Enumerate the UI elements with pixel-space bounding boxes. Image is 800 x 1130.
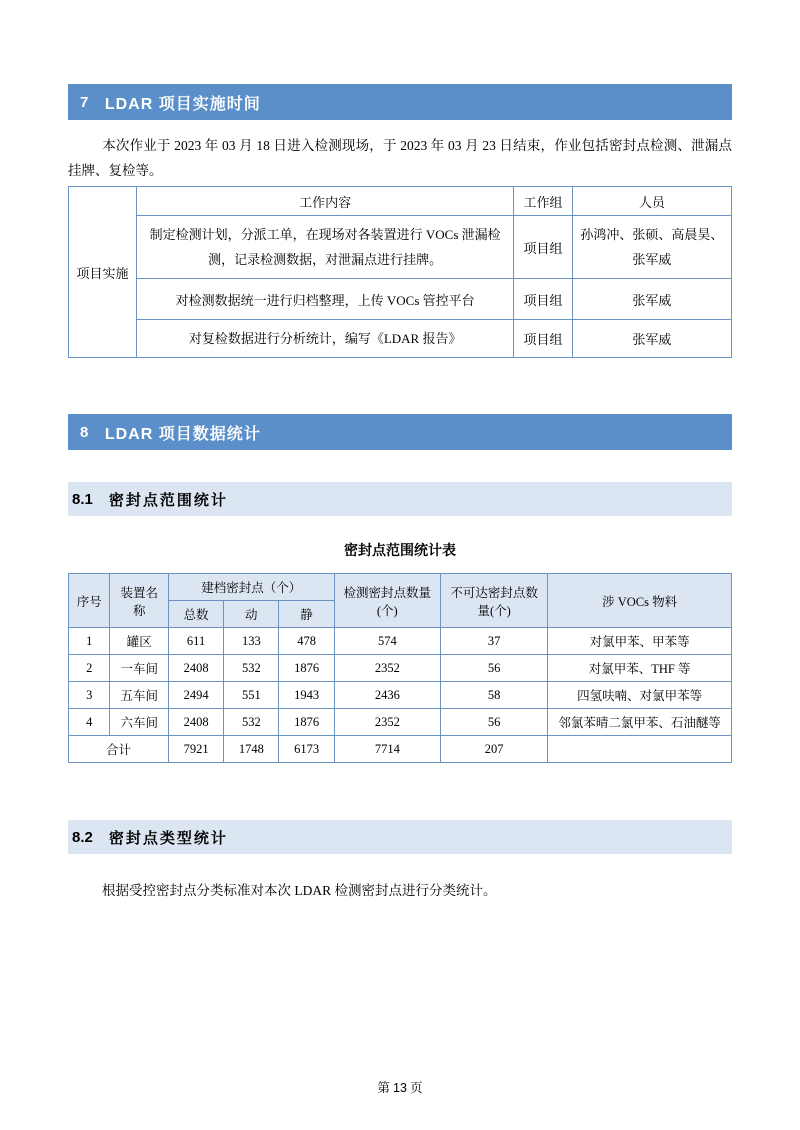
cell-detected: 2352 <box>334 709 440 736</box>
cell-detected: 2352 <box>334 655 440 682</box>
header-work-group: 工作组 <box>514 187 573 216</box>
cell-material <box>548 736 732 763</box>
cell-dynamic: 532 <box>224 709 279 736</box>
cell-static: 478 <box>279 628 334 655</box>
table-row <box>69 709 732 736</box>
row-label-project-implementation <box>69 187 137 358</box>
header-unreachable-seal-points: 不可达密封点数量(个) <box>440 574 547 628</box>
paragraph-text: 根据受控密封点分类标准对本次 LDAR 检测密封点进行分类统计。 <box>102 883 497 898</box>
table-header-row <box>69 187 732 216</box>
cell-work-group: 项目组 <box>514 216 573 279</box>
cell-index: 2 <box>69 655 110 682</box>
cell-detected: 2436 <box>334 682 440 709</box>
cell-personnel: 张军威 <box>572 279 731 320</box>
cell-static: 1943 <box>279 682 334 709</box>
header-total: 总数 <box>168 601 223 628</box>
paragraph-text: 本次作业于 2023 年 03 月 18 日进入检测现场，于 2023 年 03 月 23 日结束，作业包括密封点检测、泄漏点挂牌、复检等。 <box>68 138 732 178</box>
implementation-table <box>68 186 732 358</box>
header-dynamic: 动 <box>224 601 279 628</box>
cell-device: 一车间 <box>110 655 168 682</box>
page-footer <box>0 1078 800 1096</box>
header-device-name: 装置名称 <box>110 574 168 628</box>
stats-table-caption: 密封点范围统计表 <box>344 542 456 558</box>
subsection-heading-8-2 <box>68 820 732 854</box>
cell-device: 六车间 <box>110 709 168 736</box>
cell-unreachable: 58 <box>440 682 547 709</box>
cell-material: 对氯甲苯、THF 等 <box>548 655 732 682</box>
cell-index: 4 <box>69 709 110 736</box>
cell-unreachable: 56 <box>440 655 547 682</box>
table-header-row-1 <box>69 574 732 601</box>
subsection-number: 8.1 <box>72 490 93 508</box>
header-work-content: 工作内容 <box>137 187 514 216</box>
cell-personnel: 张军威 <box>572 320 731 358</box>
table-row <box>69 682 732 709</box>
cell-static: 1876 <box>279 709 334 736</box>
section-heading-8 <box>68 414 732 450</box>
section-title: LDAR 项目数据统计 <box>104 425 261 443</box>
cell-personnel: 孙鸿冲、张硕、高晨昊、张军威 <box>572 216 731 279</box>
header-index: 序号 <box>69 574 110 628</box>
section-title: LDAR 项目实施时间 <box>104 95 261 113</box>
header-vocs-material: 涉 VOCs 物料 <box>548 574 732 628</box>
cell-unreachable: 207 <box>440 736 547 763</box>
cell-work-content: 制定检测计划，分派工单，在现场对各装置进行 VOCs 泄漏检测，记录检测数据，对泄漏点进行挂牌。 <box>137 216 514 279</box>
cell-index: 3 <box>69 682 110 709</box>
cell-total: 2408 <box>168 709 223 736</box>
row-label-line1: 项目实施 <box>76 265 129 281</box>
table-row <box>69 279 732 320</box>
cell-material: 四氢呋喃、对氯甲苯等 <box>548 682 732 709</box>
cell-detected: 7714 <box>334 736 440 763</box>
section-number: 7 <box>80 93 89 111</box>
header-archived-seal-points: 建档密封点（个） <box>168 574 334 601</box>
table-row <box>69 628 732 655</box>
header-detected-seal-points: 检测密封点数量(个) <box>334 574 440 628</box>
paragraph-section-7 <box>68 133 732 183</box>
cell-total: 2408 <box>168 655 223 682</box>
subsection-number: 8.2 <box>72 828 93 846</box>
footer-prefix: 第 <box>377 1081 390 1095</box>
cell-work-group: 项目组 <box>514 279 573 320</box>
table-row <box>69 216 732 279</box>
cell-total-label: 合计 <box>69 736 169 763</box>
cell-unreachable: 37 <box>440 628 547 655</box>
table-row <box>69 320 732 358</box>
cell-total: 611 <box>168 628 223 655</box>
paragraph-section-8-2 <box>68 878 732 903</box>
cell-dynamic: 532 <box>224 655 279 682</box>
cell-detected: 574 <box>334 628 440 655</box>
cell-work-content: 对复检数据进行分析统计，编写《LDAR 报告》 <box>137 320 514 358</box>
footer-page-number: 13 <box>393 1081 407 1095</box>
subsection-title: 密封点范围统计 <box>108 491 228 509</box>
cell-index: 1 <box>69 628 110 655</box>
header-personnel: 人员 <box>572 187 731 216</box>
cell-unreachable: 56 <box>440 709 547 736</box>
section-heading-7 <box>68 84 732 120</box>
cell-dynamic: 551 <box>224 682 279 709</box>
table-row <box>69 655 732 682</box>
cell-material: 对氯甲苯、甲苯等 <box>548 628 732 655</box>
cell-total: 7921 <box>168 736 223 763</box>
footer-suffix: 页 <box>410 1081 423 1095</box>
subsection-heading-8-1 <box>68 482 732 516</box>
cell-device: 五车间 <box>110 682 168 709</box>
subsection-title: 密封点类型统计 <box>108 829 228 847</box>
cell-dynamic: 1748 <box>224 736 279 763</box>
cell-static: 1876 <box>279 655 334 682</box>
table-total-row <box>69 736 732 763</box>
cell-work-content: 对检测数据统一进行归档整理，上传 VOCs 管控平台 <box>137 279 514 320</box>
cell-total: 2494 <box>168 682 223 709</box>
cell-device: 罐区 <box>110 628 168 655</box>
header-static: 静 <box>279 601 334 628</box>
seal-point-range-statistics-table <box>68 573 732 763</box>
cell-material: 邻氯苯晴二氯甲苯、石油醚等 <box>548 709 732 736</box>
section-number: 8 <box>80 423 89 441</box>
cell-work-group: 项目组 <box>514 320 573 358</box>
cell-dynamic: 133 <box>224 628 279 655</box>
cell-static: 6173 <box>279 736 334 763</box>
